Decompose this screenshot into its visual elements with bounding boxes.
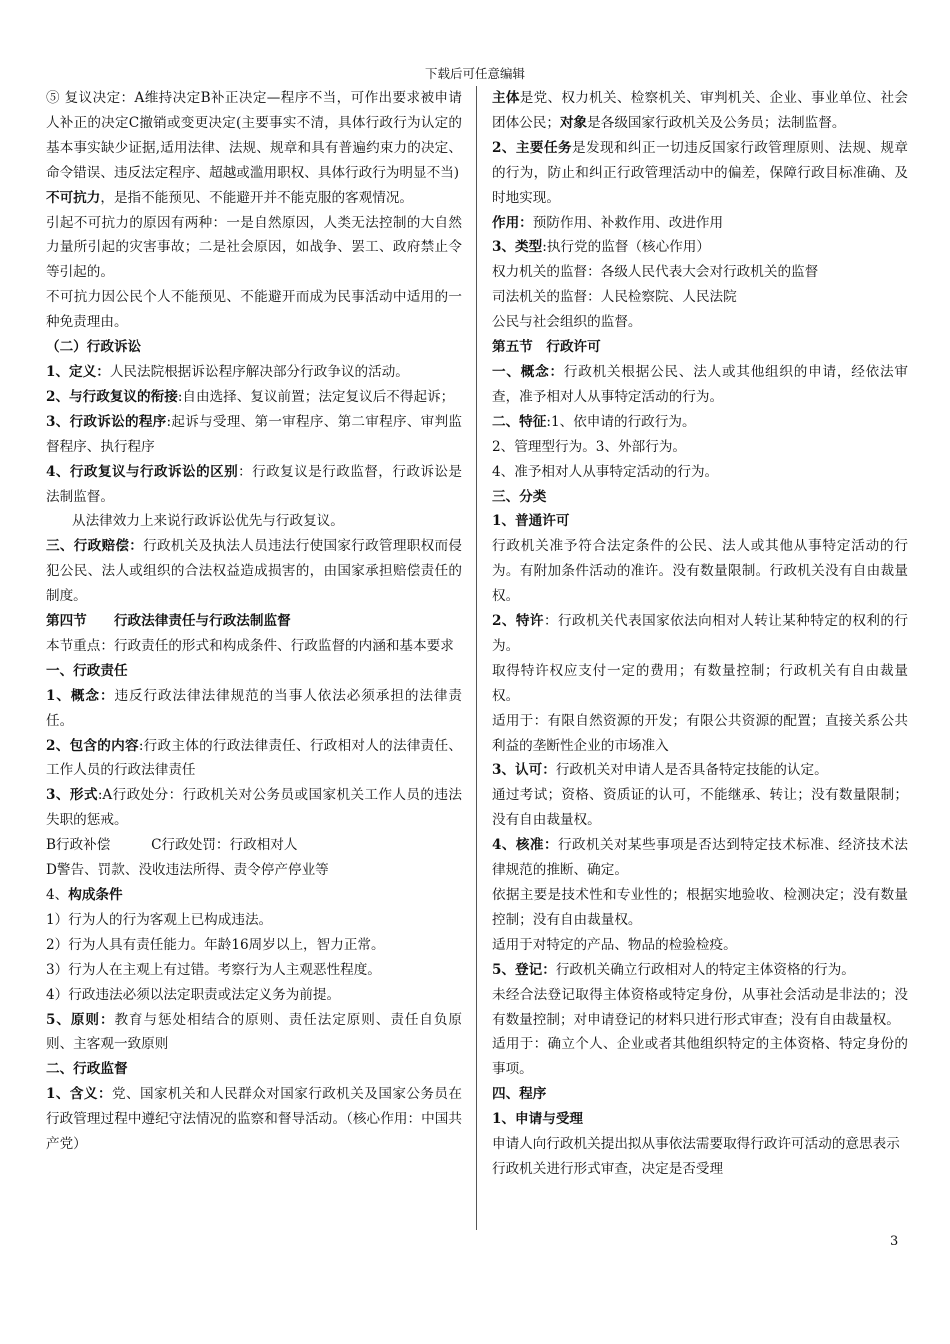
paragraph xyxy=(46,1082,462,1157)
section-heading: 第四节 行政法律责任与行政法制监督 xyxy=(46,613,291,630)
paragraph xyxy=(46,534,462,609)
term-bold: 作用： xyxy=(492,214,533,231)
section-heading: 三、分类 xyxy=(492,488,547,505)
paragraph xyxy=(46,734,462,784)
page-header: 下载后可任意编辑 xyxy=(424,66,525,81)
paragraph xyxy=(46,360,462,385)
term-bold: 二、特征 xyxy=(492,413,547,430)
term-bold: 1、含义： xyxy=(46,1086,112,1103)
section-heading: 1、普通许可 xyxy=(492,513,570,530)
section-heading: 四、程序 xyxy=(492,1086,547,1103)
paragraph xyxy=(46,410,462,460)
paragraph xyxy=(46,186,462,211)
paragraph: 不可抗力因公民个人不能预见、不能避开而成为民事活动中适用的一种免责理由。 xyxy=(46,289,462,331)
text: :1、依申请的行政行为。 xyxy=(546,413,696,430)
paragraph: ⑤ 复议决定：A维持决定B补正决定—程序不当，可作出要求被申请人补正的决定C撤销或变更决定(主要事实不清，具体行政行为认定的基本事实缺少证据,适用法律、法规、规章和具有普遍约束力的决定、命令错误、违反法定程序、超越或滥用职权、具体行政行为明显不当) xyxy=(46,90,462,181)
text: 是党、权力机关、检察机关、审判机关、企业、事业单位、社会团体公民； xyxy=(492,90,909,131)
paragraph xyxy=(46,783,462,833)
section-heading: 二、行政监督 xyxy=(46,1061,128,1078)
paragraph xyxy=(492,609,908,659)
term-bold: 3、行政诉讼的程序 xyxy=(46,413,167,430)
paragraph: 适用于对特定的产品、物品的检验检疫。 xyxy=(492,936,737,953)
text: :行政主体的行政法律责任、行政相对人的法律责任、工作人员的行政法律责任 xyxy=(46,737,462,779)
text: 行政机关对某些事项是否达到特定技术标准、经济技术法律规范的推断、确定。 xyxy=(492,837,909,879)
text: 行政机关对申请人是否具备特定技能的认定。 xyxy=(555,762,828,779)
paragraph xyxy=(46,883,462,908)
term-bold: 对象 xyxy=(559,114,588,131)
paragraph: 取得特许权应支付一定的费用；有数量控制；行政机关有自由裁量权。 xyxy=(492,662,908,704)
paragraph: 从法律效力上来说行政诉讼优先与行政复议。 xyxy=(72,513,344,530)
paragraph: 公民与社会组织的监督。 xyxy=(492,314,642,331)
paragraph: 2、管理型行为。3、外部行为。 xyxy=(492,438,687,455)
text: 是发现和纠正一切违反国家行政管理原则、法规、规章的行为，防止和纠正行政管理活动中的偏差，保障行政目标准确、及时地实现。 xyxy=(492,139,908,206)
term-bold: 2、特许 xyxy=(492,613,544,630)
term-bold: 主体 xyxy=(492,90,520,106)
term-bold: 2、包含的内容 xyxy=(46,737,139,754)
term-bold: 3、形式 xyxy=(46,787,98,804)
term-bold: 3、认可： xyxy=(492,762,556,779)
paragraph xyxy=(46,385,462,410)
text: :执行党的监督（核心作用） xyxy=(542,239,710,256)
text: ，是指不能预见、不能避开并不能克服的客观情况。 xyxy=(100,189,414,206)
paragraph: 引起不可抗力的原因有两种：一是自然原因，人类无法控制的大自然力量所引起的灾害事故；二是社会原因，如战争、罢工、政府禁止令等引起的。 xyxy=(46,214,462,281)
text: 预防作用、补救作用、改进作用 xyxy=(532,214,724,231)
list-item: 2）行为人具有责任能力。年龄16周岁以上，智力正常。 xyxy=(46,936,385,953)
term-bold: 5、登记： xyxy=(492,961,556,978)
paragraph xyxy=(492,360,908,410)
paragraph xyxy=(492,235,908,260)
list-item: 3）行为人在主观上有过错。考察行为人主观恶性程度。 xyxy=(46,961,381,978)
text: 4、 xyxy=(46,887,69,903)
text: :自由选择、复议前置；法定复议后不得起诉； xyxy=(177,388,455,405)
text: 党、国家机关和人民群众对国家行政机关及国家公务员在行政管理过程中遵纪守法情况的监察和督导活动。（核心作用：中国共产党） xyxy=(46,1086,463,1153)
term-bold: 3、类型 xyxy=(492,239,543,256)
term-bold: 4、行政复议与行政诉讼的区别 xyxy=(46,463,239,480)
paragraph: 4、准予相对人从事特定活动的行为。 xyxy=(492,463,719,480)
paragraph: 未经合法登记取得主体资格或特定身份，从事社会活动是非法的；没有数量控制；对申请登记的材料只进行形式审查；没有自由裁量权。 xyxy=(492,986,908,1028)
paragraph xyxy=(46,1008,462,1058)
text: :起诉与受理、第一审程序、第二审程序、审判监督程序、执行程序 xyxy=(46,413,462,455)
text: ：行政复议是行政监督，行政诉讼是法制监督。 xyxy=(46,463,462,505)
paragraph: 通过考试；资格、资质证的认可，不能继承、转让；没有数量限制；没有自由裁量权。 xyxy=(492,787,908,829)
text: 行政机关根据公民、法人或其他组织的申请，经依法审查，准予相对人从事特定活动的行为。 xyxy=(492,363,908,405)
paragraph: 行政机关准予符合法定条件的公民、法人或其他从事特定活动的行为。有附加条件活动的准许。没有数量限制。行政机关没有自由裁量权。 xyxy=(492,538,908,605)
text: 教育与惩处相结合的原则、责任法定原则、责任自负原则、主客观一致原则 xyxy=(46,1011,462,1053)
term-bold: 1、概念： xyxy=(46,687,115,704)
paragraph xyxy=(46,460,462,510)
paragraph: 适用于：确立个人、企业或者其他组织特定的主体资格、特定身份的事项。 xyxy=(492,1036,908,1078)
paragraph xyxy=(492,758,908,783)
text: :A行政处分：行政机关对公务员或国家机关工作人员的违法失职的惩戒。 xyxy=(46,787,462,829)
paragraph: 司法机关的监督：人民检察院、人民法院 xyxy=(492,289,737,306)
list-item: 1）行为人的行为客观上已构成违法。 xyxy=(46,911,273,928)
term-bold: 2、主要任务 xyxy=(492,139,572,156)
paragraph xyxy=(492,136,908,211)
paragraph xyxy=(492,211,908,236)
paragraph xyxy=(492,86,908,136)
text: ：行政机关代表国家依法向相对人转让某种特定的权利的行为。 xyxy=(492,613,909,654)
section-heading: 1、申请与受理 xyxy=(492,1111,584,1128)
paragraph: 适用于：有限自然资源的开发；有限公共资源的配置；直接关系公共利益的垄断性企业的市场准入 xyxy=(492,712,908,754)
text: 违反行政法律法律规范的当事人依法必须承担的法律责任。 xyxy=(46,687,462,729)
paragraph xyxy=(492,958,908,983)
term-bold: 1、定义： xyxy=(46,363,110,380)
paragraph: B行政补偿 C行政处罚：行政相对人 xyxy=(46,837,298,854)
section-heading: 一、行政责任 xyxy=(46,662,128,679)
text: 行政机关确立行政相对人的特定主体资格的行为。 xyxy=(555,961,855,978)
paragraph: 依据主要是技术性和专业性的；根据实地验收、检测决定；没有数量控制；没有自由裁量权。 xyxy=(492,887,908,928)
term-bold: 构成条件 xyxy=(68,887,123,903)
paragraph: 申请人向行政机关提出拟从事依法需要取得行政许可活动的意思表示 xyxy=(492,1136,900,1153)
paragraph: D警告、罚款、没收违法所得、责令停产停业等 xyxy=(46,862,329,879)
page-number: 3 xyxy=(890,1234,899,1249)
paragraph xyxy=(492,410,908,435)
term-bold: 2、与行政复议的衔接 xyxy=(46,388,178,405)
term-bold: 三、行政赔偿： xyxy=(46,538,144,555)
column-divider xyxy=(476,86,477,1230)
term-bold: 一、概念： xyxy=(492,363,564,380)
paragraph xyxy=(492,833,908,883)
paragraph xyxy=(46,684,462,734)
list-item: 4）行政违法必须以法定职责或法定义务为前提。 xyxy=(46,986,341,1003)
text: 人民法院根据诉讼程序解决部分行政争议的活动。 xyxy=(109,363,409,380)
paragraph: 权力机关的监督：各级人民代表大会对行政机关的监督 xyxy=(492,264,819,281)
term-bold: 不可抗力 xyxy=(46,189,101,206)
paragraph: 行政机关进行形式审查，决定是否受理 xyxy=(492,1160,724,1177)
paragraph: 本节重点：行政责任的形式和构成条件、行政监督的内涵和基本要求 xyxy=(46,637,454,654)
right-column xyxy=(492,86,908,1182)
term-bold: 4、核准： xyxy=(492,837,558,854)
term-bold: 5、原则： xyxy=(46,1011,115,1028)
section-heading: （二）行政诉讼 xyxy=(46,339,142,356)
text: 行政机关及执法人员违法行使国家行政管理职权而侵犯公民、法人或组织的合法权益造成损害的，由国家承担赔偿责任的制度。 xyxy=(46,538,463,605)
left-column xyxy=(46,86,462,1157)
text: 是各级国家行政机关及公务员；法制监督。 xyxy=(587,114,846,131)
section-heading: 第五节 行政许可 xyxy=(492,339,601,356)
